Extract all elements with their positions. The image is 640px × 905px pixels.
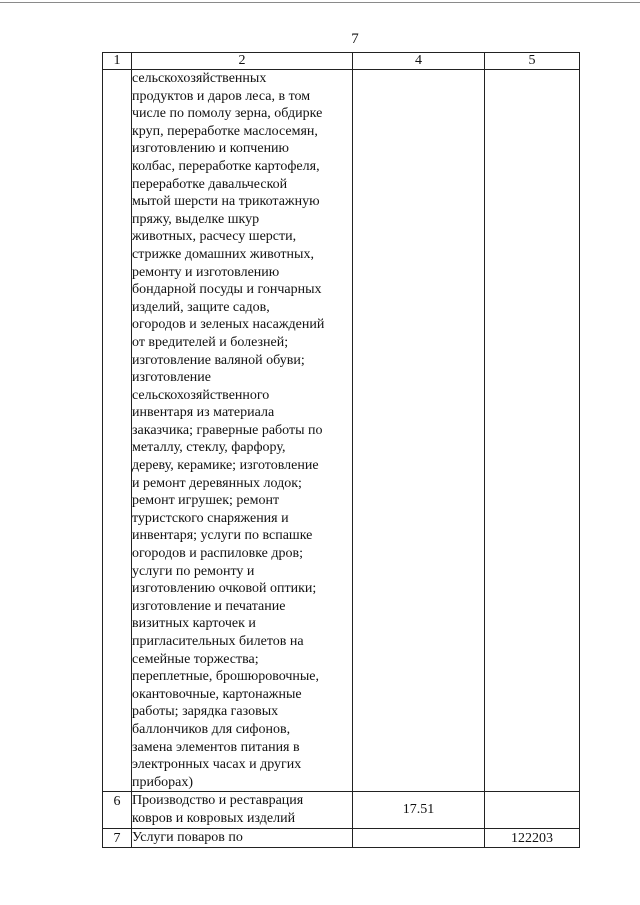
description-line: переплетные, брошюровочные, (132, 669, 320, 685)
row-description (132, 828, 353, 847)
description-line: Услуги поваров по (132, 829, 243, 845)
description-line: стрижке домашних животных, (132, 246, 314, 262)
table-row (103, 828, 580, 847)
description-line: числе по помолу зерна, обдирке (132, 106, 323, 122)
header-col-4: 4 (353, 53, 485, 70)
description-line: металлу, стеклу, фарфору, (132, 440, 286, 456)
description-line: инвентаря; услуги по вспашке (132, 528, 313, 544)
description-line: туристского снаряжения и (132, 510, 289, 526)
description-line: и ремонт деревянных лодок; (132, 475, 302, 491)
table-row (103, 792, 580, 828)
description-line: сельскохозяйственных (132, 71, 267, 86)
description-line: дереву, керамике; изготовление (132, 458, 319, 474)
row-description (132, 792, 353, 828)
description-line: визитных карточек и (132, 616, 256, 632)
row-number (103, 70, 132, 792)
description-line: огородов и распиловке дров; (132, 546, 304, 562)
description-line: огородов и зеленых насаждений (132, 317, 325, 333)
description-line: от вредителей и болезней; (132, 334, 289, 350)
description-line: семейные торжества; (132, 651, 259, 667)
description-line: пригласительных билетов на (132, 634, 304, 649)
row-value (485, 792, 580, 828)
description-line: изготовление и печатание (132, 598, 286, 614)
row-description (132, 70, 353, 792)
table-row (103, 70, 580, 792)
description-line: услуги по ремонту и (132, 563, 255, 579)
description-line: приборах) (132, 774, 193, 790)
description-line: переработке давальческой (132, 176, 288, 192)
row-number: 7 (103, 828, 132, 847)
header-col-1: 1 (103, 53, 132, 70)
description-line: Производство и реставрация (132, 793, 304, 809)
description-line: колбас, переработке картофеля, (132, 158, 320, 174)
row-code (353, 828, 485, 847)
description-line: мытой шерсти на трикотажную (132, 194, 320, 210)
description-line: окантовочные, картонажные (132, 686, 302, 702)
description-line: животных, расчесу шерсти, (132, 229, 297, 245)
description-line: изготовлению очковой оптики; (132, 581, 317, 597)
description-line: работы; зарядка газовых (132, 704, 279, 720)
description-line: ремонту и изготовлению (132, 264, 280, 280)
description-line: баллончиков для сифонов, (132, 721, 291, 737)
row-code: 17.51 (353, 792, 485, 828)
activity-table (102, 52, 580, 848)
description-line: изготовление (132, 370, 211, 386)
description-line: заказчика; граверные работы по (132, 422, 323, 438)
description-line: инвентаря из материала (132, 405, 275, 421)
description-line: пряжу, выделке шкур (132, 211, 260, 227)
row-value: 122203 (485, 828, 580, 847)
header-row (103, 53, 580, 70)
description-line: изготовление валяной обуви; (132, 352, 305, 368)
description-line: ремонт игрушек; ремонт (132, 493, 280, 509)
description-line: сельскохозяйственного (132, 387, 270, 403)
row-code (353, 70, 485, 792)
description-line: изделий, защите садов, (132, 299, 270, 315)
top-rule (0, 2, 640, 3)
header-col-2: 2 (132, 53, 353, 70)
description-line: электронных часах и других (132, 757, 302, 773)
description-line: круп, переработке маслосемян, (132, 123, 318, 139)
page-number: 7 (351, 31, 359, 47)
description-line: ковров и ковровых изделий (132, 810, 296, 826)
row-number: 6 (103, 792, 132, 828)
row-value (485, 70, 580, 792)
header-col-5: 5 (485, 53, 580, 70)
description-line: изготовлению и копчению (132, 141, 290, 157)
description-line: замена элементов питания в (132, 739, 300, 755)
description-line: продуктов и даров леса, в том (132, 88, 311, 104)
description-line: бондарной посуды и гончарных (132, 282, 322, 298)
